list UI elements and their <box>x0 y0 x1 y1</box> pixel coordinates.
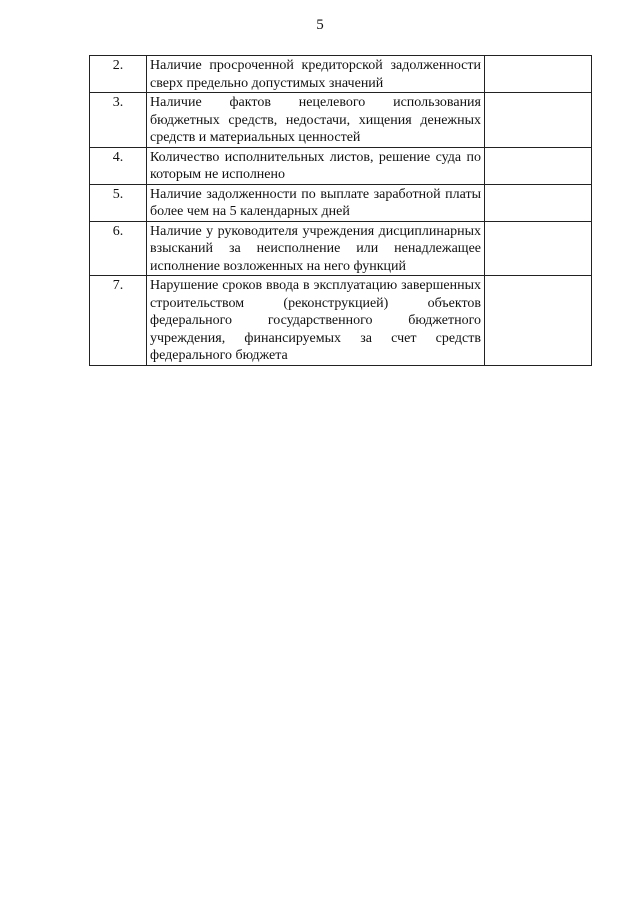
value-cell <box>485 184 592 221</box>
table-row <box>90 147 592 184</box>
row-number: 2. <box>90 56 147 93</box>
table-row <box>90 184 592 221</box>
criterion-text: Наличие у руководителя учреждения дисциплинарных взысканий за неисполнение или ненадлежащее исполнение возложенных на него функций <box>147 221 485 276</box>
criterion-text: Наличие просроченной кредиторской задолженности сверх предельно допустимых значений <box>147 56 485 93</box>
value-cell <box>485 56 592 93</box>
value-cell <box>485 221 592 276</box>
criterion-text: Наличие фактов нецелевого использования бюджетных средств, недостачи, хищения денежных средств и материальных ценностей <box>147 93 485 148</box>
criterion-text: Наличие задолженности по выплате заработной платы более чем на 5 календарных дней <box>147 184 485 221</box>
criteria-table <box>89 55 592 366</box>
page-number: 5 <box>316 17 324 33</box>
criteria-table-body <box>90 56 592 366</box>
value-cell <box>485 147 592 184</box>
table-row <box>90 56 592 93</box>
row-number: 3. <box>90 93 147 148</box>
criterion-text: Количество исполнительных листов, решение суда по которым не исполнено <box>147 147 485 184</box>
table-row <box>90 93 592 148</box>
table-row <box>90 276 592 366</box>
row-number: 4. <box>90 147 147 184</box>
row-number: 7. <box>90 276 147 366</box>
table-row <box>90 221 592 276</box>
row-number: 6. <box>90 221 147 276</box>
value-cell <box>485 93 592 148</box>
row-number: 5. <box>90 184 147 221</box>
value-cell <box>485 276 592 366</box>
criterion-text: Нарушение сроков ввода в эксплуатацию завершенных строительством (реконструкцией) объектов федерального государственного бюджетного учреждения, финансируемых за счет средств федерального бюджета <box>147 276 485 366</box>
